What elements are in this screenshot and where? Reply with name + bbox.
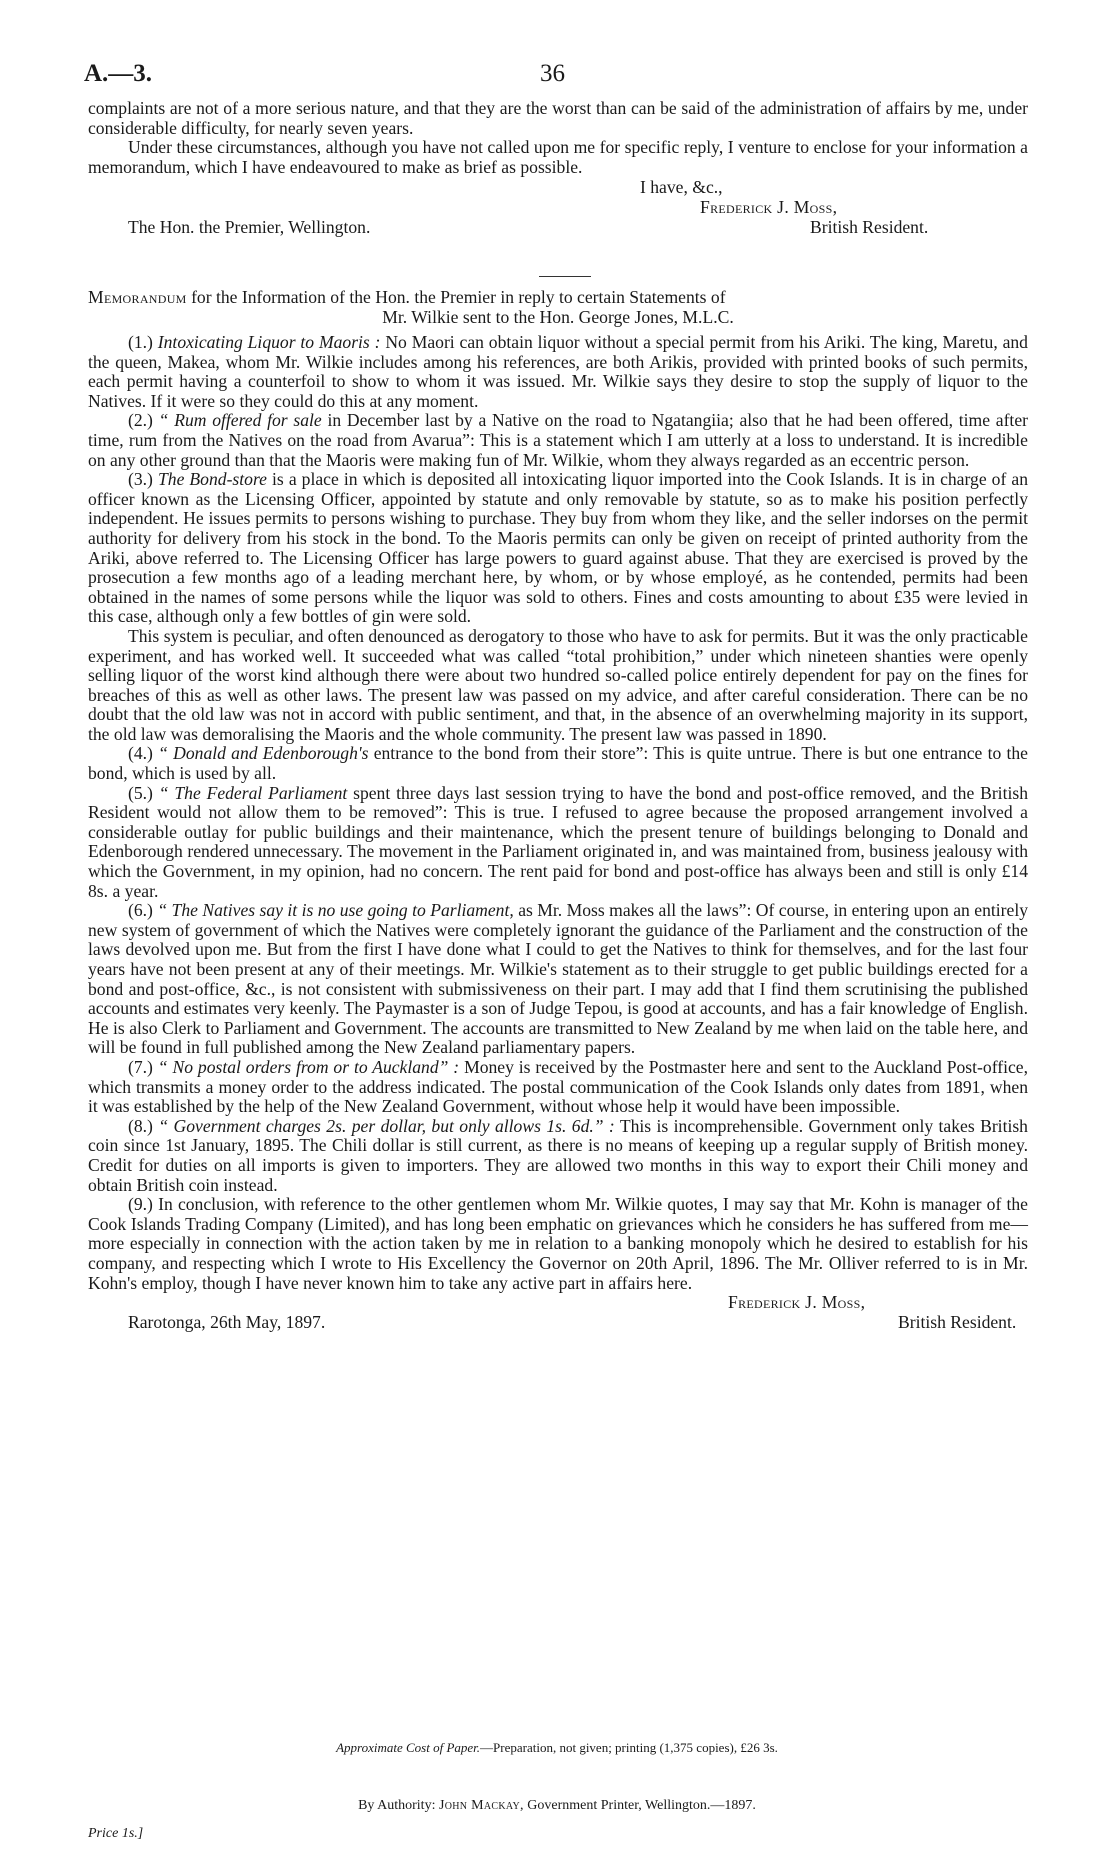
paragraph-body: Money is received by the Postmaster here and sent to the Auckland Post-office, which transmits a money order to the address indicated. The postal communication of the Cook Islands only dates from 1891, when it was established by the help of the New Zealand Government, without whose help it would have been impossible.	[88, 1056, 1028, 1117]
paragraph-number: (5.)	[128, 782, 153, 803]
document-id: A.—3.	[84, 60, 153, 87]
paragraph-body: as Mr. Moss makes all the laws”: Of course, in entering upon an entirely new system of government of which the Natives were completely ignorant the guidance of the Parliament and the construction of the laws devolved upon me. But from the first I have done what I could to get the Natives to think for themselves, and for the last four years have not been present at any of their meetings. Mr. Wilkie's statement as to their struggle to get public buildings erected for a bond and post-office, &c., is not consistent with submissiveness on their part. I may add that I find them scrutinising the published accounts and estimates very keenly. The Paymaster is a son of Judge Tepou, is good at accounts, and has a fair knowledge of English. He is also Clerk to Parliament and Government. The accounts are transmitted to New Zealand by me when laid on the table here, and will be found in full published among the New Zealand parliamentary papers.	[88, 900, 1028, 1058]
paragraph-body: No Maori can obtain liquor without a special permit from his Ariki. The king, Maretu, and the queen, Makea, whom Mr. Wilkie includes among his references, are both Arikis, provided with printed books of such permits, each permit having a counterfoil to show to whom it was issued. Mr. Wilkie says they desire to stop the supply of liquor to the Natives. If it were so they could do this at any moment.	[88, 332, 1028, 411]
paragraph-title: “ The Federal Parliament	[158, 782, 348, 803]
paragraph-number: (2.)	[128, 410, 153, 431]
memo-signature-title: British Resident.	[898, 1311, 1017, 1332]
paragraph-number: (7.)	[128, 1056, 153, 1077]
letter-paragraph: Under these circumstances, although you have not called upon me for specific reply, I venture to enclose for your information a memorandum, which I have endeavoured to make as brief as possible.	[88, 137, 1028, 177]
paragraph-number: (9.)	[128, 1194, 153, 1215]
authority-label: By Authority:	[358, 1798, 436, 1813]
paragraph-body: entrance to the bond from their store”: This is quite untrue. There is but one entrance to the bond, which is used by all.	[88, 743, 1028, 784]
letter-signature-name: Frederick J. Moss,	[700, 197, 838, 217]
paragraph-number: (3.)	[128, 469, 153, 490]
memo-heading	[88, 288, 1028, 327]
memo-body	[88, 333, 1028, 1332]
memo-heading-lead: Memorandum	[88, 287, 187, 307]
paragraph-title: “ Donald and Edenborough's	[158, 743, 369, 764]
memo-paragraph-7	[88, 1058, 1028, 1117]
paragraph-body: is a place in which is deposited all intoxicating liquor imported into the Cook Islands. It is in charge of an officer known as the Licensing Officer, appointed by statute and only removable by statute, so as to make his position perfectly independent. He issues permits to persons wishing to purchase. They buy from whom they like, and the seller indorses on the permit authority for delivery from his stock in the bond. To the Maoris permits can only be given on receipt of printed authority from the Ariki, above referred to. The Licensing Officer has large powers to guard against abuse. That they are exercised is proved by the prosecution a few months ago of a leading merchant here, by whom, or by whose employé, as he contended, permits had been obtained in the names of some persons while the liquor was sold to others. Fines and costs amounting to about £35 were levied in this case, although only a few bottles of gin were sold.	[88, 469, 1028, 627]
letter-body	[88, 99, 1028, 177]
memo-place-date: Rarotonga, 26th May, 1897.	[128, 1311, 326, 1332]
paragraph-body: In conclusion, with reference to the other gentlemen whom Mr. Wilkie quotes, I may say that Mr. Kohn is manager of the Cook Islands Trading Company (Limited), and has long been emphatic on grievances which he considers he has suffered from me—more especially in connection with the action taken by me in relation to a banking monopoly which he desired to establish for his company, and respecting which I wrote to His Excellency the Governor on 20th April, 1896. The Mr. Olliver referred to is in Mr. Kohn's employ, though I have never known him to take any active part in affairs here.	[88, 1194, 1028, 1293]
memo-paragraph-1	[88, 333, 1028, 411]
paragraph-title: “ No postal orders from or to Auckland” :	[157, 1056, 460, 1077]
cost-label: Approximate Cost of Paper.	[336, 1740, 481, 1755]
letter-closing: I have, &c.,	[640, 177, 723, 197]
paragraph-title: Intoxicating Liquor to Maoris :	[157, 332, 381, 352]
memo-paragraph-4	[88, 744, 1028, 783]
page-number: 36	[540, 60, 565, 87]
letter-paragraph: complaints are not of a more serious nature, and that they are the worst than can be said of the administration of affairs by me, under considerable difficulty, for nearly seven years.	[88, 98, 1028, 138]
printer-imprint	[0, 1798, 1114, 1814]
memo-paragraph-5	[88, 784, 1028, 902]
memo-paragraph-2	[88, 411, 1028, 470]
memo-paragraph-3b: This system is peculiar, and often denounced as derogatory to those who have to ask for permits. But it was the only practicable experiment, and has worked well. It succeeded what was called “total prohibition,” under which nineteen shanties were openly selling liquor of the worst kind although there were about two hundred so-called police entirely dependent for pay on the fines for breaches of this as well as other laws. The present law was passed on my advice, and after careful consideration. There can be no doubt that the old law was not in accord with public sentiment, and that, in the absence of an overwhelming majority in its support, the old law was demoralising the Maoris and the whole community. The present law was passed in 1890.	[88, 625, 1028, 744]
paragraph-number: (1.)	[128, 332, 153, 352]
paragraph-title: “ Government charges 2s. per dollar, but only allows 1s. 6d.” :	[158, 1115, 615, 1136]
printer-details: Government Printer, Wellington.—1897.	[527, 1798, 756, 1813]
section-divider	[539, 276, 591, 277]
memo-paragraph-3	[88, 470, 1028, 627]
paragraph-number: (8.)	[128, 1115, 153, 1136]
paragraph-number: (6.)	[128, 900, 153, 921]
price: Price 1s.]	[88, 1826, 144, 1841]
memo-paragraph-6	[88, 901, 1028, 1058]
paragraph-title: The Bond-store	[157, 469, 267, 490]
paragraph-title: “ Rum offered for sale	[158, 410, 322, 431]
memo-signature-name: Frederick J. Moss,	[728, 1292, 866, 1313]
cost-note	[0, 1740, 1114, 1756]
memo-heading-text: for the Information of the Hon. the Premier in reply to certain Statements of	[191, 287, 726, 307]
paragraph-body: spent three days last session trying to have the bond and post-office removed, and the British Resident would not allow them to be removed”: This is true. I refused to agree because the proposed arrangement involved a considerable outlay for public buildings and their maintenance, which the present tenure of buildings belonging to Donald and Edenborough rendered unnecessary. The movement in the Parliament originated in, and was maintained from, business jealousy with which the Government, in my opinion, had no concern. The rent paid for bond and post-office has always been and still is only £14 8s. a year.	[88, 782, 1028, 901]
paragraph-body: This is incomprehensible. Government only takes British coin since 1st January, 1895. The Chili dollar is still current, as there is no means of keeping up a regular supply of British money. Credit for duties on all imports is given to importers. They are allowed two months in this way to export their Chili money and obtain British coin instead.	[88, 1115, 1028, 1195]
paragraph-title: “ The Natives say it is no use going to Parliament,	[157, 900, 514, 921]
printer-name: John Mackay,	[438, 1798, 524, 1813]
paragraph-body: in December last by a Native on the road to Ngatangiia; also that he had been offered, time after time, rum from the Natives on the road from Avarua”: This is a statement which I am utterly at a loss to understand. It is incredible on any other ground than that the Maoris were making fun of Mr. Wilkie, whom they always regarded as an eccentric person.	[88, 410, 1028, 470]
memo-heading-line2: Mr. Wilkie sent to the Hon. George Jones, M.L.C.	[382, 306, 734, 327]
cost-text: —Preparation, not given; printing (1,375 copies), £26 3s.	[480, 1740, 778, 1755]
paragraph-number: (4.)	[128, 743, 153, 764]
memo-signoff	[88, 1293, 1028, 1332]
letter-addressee: The Hon. the Premier, Wellington.	[128, 217, 371, 237]
memo-paragraph-8	[88, 1117, 1028, 1195]
memo-paragraph-9	[88, 1195, 1028, 1293]
letter-signature-title: British Resident.	[810, 217, 929, 237]
